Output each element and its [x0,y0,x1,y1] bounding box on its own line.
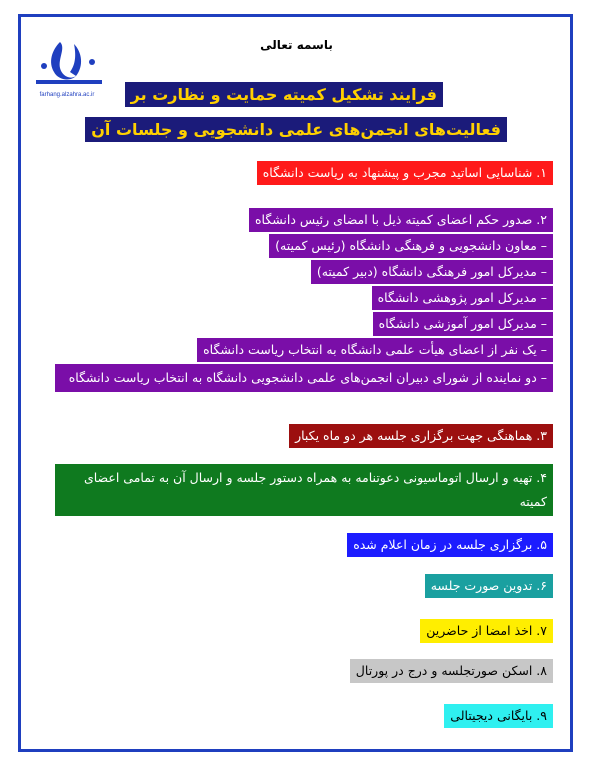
step-3 [289,424,553,448]
step-7-text: ۷. اخذ امضا از حاضرین [420,619,553,643]
step-2-member-5: – یک نفر از اعضای هیأت علمی دانشگاه به انتخاب ریاست دانشگاه [197,338,553,362]
step-3-text: ۳. هماهنگی جهت برگزاری جلسه هر دو ماه یکبار [289,424,553,448]
step-4 [55,464,553,516]
step-2-member-1: – معاون دانشجویی و فرهنگی دانشگاه (رئیس کمیته) [269,234,553,258]
step-9 [444,704,553,728]
step-4-text: ۴. تهیه و ارسال اتوماسیونی دعوتنامه به همراه دستور جلسه و ارسال آن به تمامی اعضای کمیته [55,464,553,516]
step-2-member-6: – دو نماینده از شورای دبیران انجمن‌های علمی دانشجویی دانشگاه به انتخاب ریاست دانشگاه [55,364,553,392]
step-5-text: ۵. برگزاری جلسه در زمان اعلام شده [347,533,553,557]
step-7 [420,619,553,643]
step-5 [347,533,553,557]
step-2-member-3: – مدیرکل امور پژوهشی دانشگاه [372,286,553,310]
step-8-text: ۸. اسکن صورتجلسه و درج در پورتال [350,659,553,683]
step-6 [425,574,553,598]
step-1-text: ۱. شناسایی اساتید مجرب و پیشنهاد به ریاست دانشگاه [257,161,553,185]
logo-url: farhang.alzahra.ac.ir [39,92,95,98]
step-2 [53,208,553,394]
step-1 [257,161,553,185]
basmala-heading: باسمه تعالی [260,38,333,52]
step-8 [350,659,553,683]
step-2-member-4: – مدیرکل امور آموزشی دانشگاه [373,312,553,336]
step-2-member-2: – مدیرکل امور فرهنگی دانشگاه (دبیر کمیته) [311,260,553,284]
title-line-1: فرایند تشکیل کمیته حمایت و نظارت بر [125,82,443,107]
step-9-text: ۹. بایگانی دیجیتالی [444,704,553,728]
university-logo [30,36,108,100]
step-6-text: ۶. تدوین صورت جلسه [425,574,553,598]
step-2-heading: ۲. صدور حکم اعضای کمیته ذیل با امضای رئیس دانشگاه [249,208,553,232]
title-line-2: فعالیت‌های انجمن‌های علمی دانشجویی و جلسات آن [85,117,507,142]
